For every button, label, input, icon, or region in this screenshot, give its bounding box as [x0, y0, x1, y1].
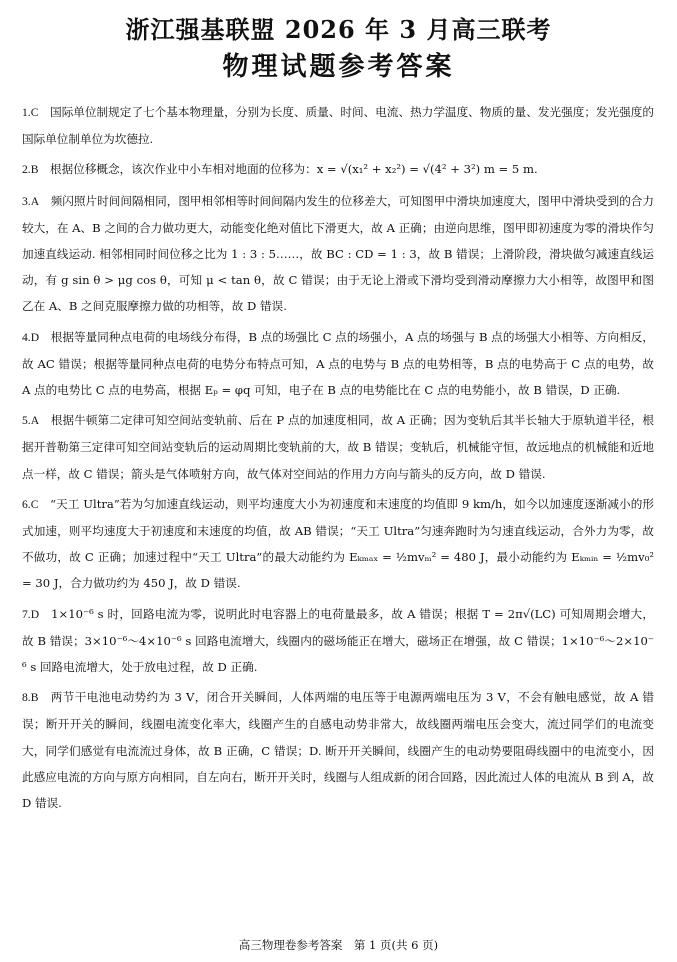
answer-list	[22, 99, 654, 820]
answer-item-3	[22, 188, 654, 320]
answer-explanation: 两节干电池电动势约为 3 V，闭合开关瞬间，人体两端的电压等于电源两端电压为 3 V，不会有触电感觉，故 A 错误；断开开关的瞬间，线圈电流变化率大，线圈产生的自感电动势非常大，故线圈两端电压会变大，流过同学们的电流变大，同学们感觉有电流流过身体，故 B 正确，C 错误；D. 断开开关瞬间，线圈产生的电动势要阻碍线圈中的电流变小，因此感应电流的方向与原方向相同，自左向右，断开开关时，线圈与人组成新的闭合回路，因此流过人体的电流从 B 到 A，故 D 错误.	[22, 690, 654, 811]
answer-explanation: 根据等量同种点电荷的电场线分布得，B 点的场强比 C 点的场强小，A 点的场强与 B 点的场强大小相等、方向相反，故 AC 错误；根据等量同种点电荷的电势分布特点可知，A 点的电势与 B 点的电势相等，B 点的电势高于 C 点的电势，故 A 点的电势比 C 点的电势高，根据 Eₚ = φq 可知，电子在 B 点的电势能比在 C 点的电势能小，故 B 错误，D 正确.	[22, 329, 654, 398]
answer-number: 5.A	[22, 414, 40, 428]
answer-explanation: “天工 Ultra”若为匀加速直线运动，则平均速度大小为初速度和末速度的均值即 9 km/h，如今以加速度逐渐减小的形式加速，则平均速度大于初速度和末速度的均值，故 AB 错误；“天工 Ultra”匀速奔跑时为匀速直线运动，合外力为零，故不做功，故 C 正确；加速过程中“天工 Ultra”的最大动能约为 Eₖₘₐₓ = ½mvₘ² = 480 J，最小动能约为 Eₖₘᵢₙ = ½mv₀² = 30 J，合力做功约为 450 J，故 D 错误.	[22, 496, 654, 591]
answer-item-6	[22, 491, 654, 597]
answer-item-2	[22, 156, 654, 183]
answer-item-5	[22, 407, 654, 487]
answer-number: 3.A	[22, 194, 40, 208]
document-title: 物理试题参考答案	[222, 52, 455, 82]
exam-title: 浙江强基联盟 2026 年 3 月高三联考	[125, 15, 552, 44]
answer-item-8	[22, 684, 654, 816]
answer-explanation: 频闪照片时间间隔相同，图甲相邻相等时间间隔内发生的位移差大，可知图甲中滑块加速度大，图甲中滑块受到的合力较大，在 A、B 之间的合力做功更大，动能变化绝对值比下滑更大，故 A 正确；由逆向思维，图甲即初速度为零的滑块作匀加速直线运动. 相邻相同时间位移之比为 1 : 3 : 5……，故 BC : CD = 1 : 3，故 B 错误；上滑阶段，滑块做匀减速直线运动，有 g sin θ > μg cos θ，可知 μ < tan θ，故 C 错误；由于无论上滑或下滑均受到滑动摩擦力大小相等，故图甲和图乙在 A、B 之间克服摩擦力做的功相等，故 D 错误.	[22, 193, 654, 314]
answer-item-4	[22, 324, 654, 404]
answer-explanation: 国际单位制规定了七个基本物理量，分别为长度、质量、时间、电流、热力学温度、物质的量、发光强度；发光强度的国际单位制单位为坎德拉.	[22, 105, 654, 147]
answer-number: 8.B	[22, 691, 39, 705]
answer-number: 7.D	[22, 607, 40, 621]
page-footer: 高三物理卷参考答案 第 1 页(共 6 页)	[238, 938, 439, 952]
answer-explanation: 根据位移概念，该次作业中小车相对地面的位移为：x = √(x₁² + x₂²) = √(4² + 3²) m = 5 m.	[50, 162, 538, 177]
answer-number: 1.C	[22, 106, 39, 119]
answer-explanation: 根据牛顿第二定律可知空间站变轨前、后在 P 点的加速度相同，故 A 正确；因为变轨后其半长轴大于原轨道半径，根据开普勒第三定律可知空间站变轨后的运动周期比变轨前的大，故 B 错误；变轨后，机械能守恒，故远地点的机械能和近地点一样，故 C 错误；箭头是气体喷射方向，故气体对空间站的作用力方向与箭头的反方向，故 D 错误.	[22, 413, 654, 481]
answer-number: 6.C	[22, 497, 39, 511]
answer-explanation: 1×10⁻⁶ s 时，回路电流为零，说明此时电容器上的电荷量最多，故 A 错误；根据 T = 2π√(LC) 可知周期会增大，故 B 错误；3×10⁻⁶～4×10⁻⁶ s 回路电流增大，线圈内的磁场能正在增大，磁场正在增强，故 C 错误；1×10⁻⁶～2×10⁻⁶ s 回路电流增大，处于放电过程，故 D 正确.	[22, 606, 654, 675]
answer-item-7	[22, 601, 654, 681]
answer-number: 2.B	[22, 163, 39, 177]
answer-number: 4.D	[22, 330, 40, 344]
answer-item-1	[22, 99, 654, 152]
